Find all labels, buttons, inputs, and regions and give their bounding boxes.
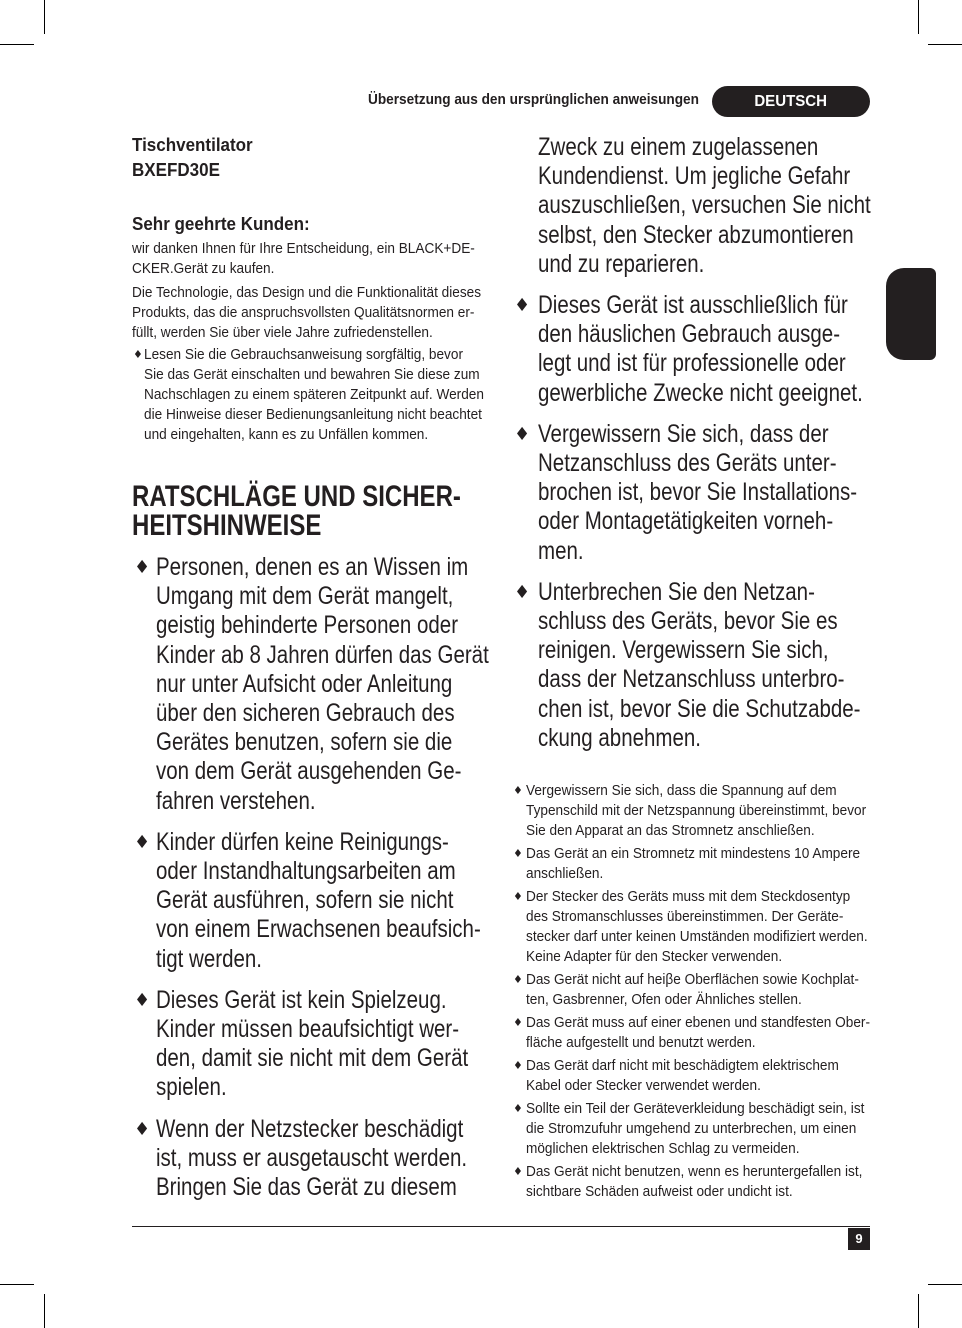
safety-item-text [538,133,874,279]
diamond-bullet-icon: ♦ [513,1059,523,1072]
text-line: oder Montagetätigkeiten vorneh- [538,507,834,536]
diamond-bullet-icon: ♦ [134,1118,151,1140]
text-line: Sollte ein Teil der Geräteverkleidung beschädigt sein, ist [526,1101,865,1117]
text-line: Unterbrechen Sie den Netzan- [538,577,815,606]
crop-mark [44,1294,45,1328]
note-text [526,887,883,967]
text-line: und eingehalten, kann es zu Unfällen kommen. [144,427,429,443]
text-line: geistig behinderte Personen oder [156,611,459,640]
diamond-bullet-icon: ♦ [134,831,151,853]
text-line: tigt werden. [156,944,262,973]
page-number: 9 [848,1228,870,1250]
safety-item-text [538,578,874,753]
text-line: Das Gerät nicht auf heiβe Oberflächen sowie Kochplat- [526,972,859,988]
safety-item-text [538,420,874,566]
text-line: von einem Erwachsenen beaufsich- [156,915,481,944]
text-line: sichtbare Schäden aufweist oder undicht ist. [526,1184,793,1200]
text-line: Die Technologie, das Design und die Funktionalität dieses [132,285,482,301]
text-line: dass der Netzanschluss unterbro- [538,665,845,694]
note-item [512,1056,870,1096]
note-text [526,781,883,841]
text-line: Kinder ab 8 Jahren dürfen das Gerät [156,640,489,669]
safety-item [512,291,870,408]
crop-mark [0,44,34,45]
text-line: Kinder müssen beaufsichtigt wer- [156,1015,460,1044]
diamond-bullet-icon: ♦ [134,989,151,1011]
language-badge-label: DEUTSCH [754,92,828,110]
note-item [512,844,870,884]
note-text [526,1056,883,1096]
text-line: die Hinweise dieser Bedienungsanleitung nicht beachtet [144,407,482,423]
text-line: füllt, werden Sie über viele Jahre zufriedenstellen. [132,325,433,341]
text-line: Kinder dürfen keine Reinigungs- [156,827,449,856]
note-item [512,781,870,841]
diamond-bullet-icon: ♦ [134,557,151,578]
crop-mark [928,44,962,45]
crop-mark [918,0,919,34]
text-line: Sie das Gerät einschalten und bewahren Sie diese zum [144,367,480,383]
note-item [512,887,870,967]
text-line: anschließen. [526,866,604,882]
text-line: schluss des Geräts, bevor Sie es [538,607,838,636]
text-line: von dem Gerät ausgehenden Ge- [156,757,462,786]
safety-list-left [132,553,490,1214]
text-line: chen ist, bevor Sie die Schutzabde- [538,694,861,723]
text-line: Das Gerät an ein Stromnetz mit mindestens 10 Ampere [526,846,861,862]
note-text [526,970,883,1010]
footer-divider [132,1226,870,1227]
text-line: den häuslichen Gebrauch ausge- [538,320,841,349]
diamond-bullet-icon: ♦ [513,847,523,860]
text-line: Kundendienst. Um jegliche Gefahr [538,162,851,191]
greeting [132,212,320,237]
safety-item [132,986,490,1103]
text-line: Gerät ausführen, sofern sie nicht [156,886,454,915]
text-line: Das Gerät darf nicht mit beschädigtem elektrischem [526,1058,839,1074]
safety-item-continuation [512,133,870,279]
text-line: Gerätes benutzen, sofern sie die [156,728,453,757]
text-line: Lesen Sie die Gebrauchsanweisung sorgfältig, bevor [144,347,463,363]
crop-mark [918,1294,919,1328]
note-text [526,844,883,884]
text-line: Nachschlagen zu einem späteren Zeitpunkt auf. Werden [144,387,484,403]
text-line: und zu reparieren. [538,249,705,278]
text-line: Typenschild mit der Netzspannung übereinstimmt, bevor [526,803,867,819]
text-line: auszuschließen, versuchen Sie nicht [538,191,871,220]
diamond-bullet-icon: ♦ [513,784,523,797]
text-line: fahren verstehen. [156,786,316,815]
text-line: Sie den Apparat an das Stromnetz anschließen. [526,823,815,839]
text-line: Das Gerät muss auf einer ebenen und standfesten Ober- [526,1015,870,1031]
bullet-text [144,345,501,445]
text-line: fläche aufgestellt und benutzt werden. [526,1035,756,1051]
diamond-bullet-icon: ♦ [513,890,523,903]
safety-item-text [538,291,874,408]
text-line: über den sicheren Gebrauch des [156,699,455,728]
heading-line: HEITSHINWEISE [132,509,322,542]
diamond-bullet-icon: ♦ [514,581,531,603]
section-tab [886,268,936,360]
safety-item-text [156,1115,492,1203]
text-line: Bringen Sie das Gerät zu diesem [156,1173,457,1202]
text-line: Dieses Gerät ist ausschließlich für [538,291,848,320]
diamond-bullet-icon: ♦ [513,1102,523,1115]
text-line: die Stromzufuhr umgehend zu unterbrechen, um einen [526,1121,857,1137]
safety-item [132,553,490,816]
text-line: stecker darf unter keinen Umständen modifiziert werden. [526,929,868,945]
text-line: men. [538,536,584,565]
text-line: ckung abnehmen. [538,723,701,752]
diamond-bullet-icon: ♦ [513,973,523,986]
crop-mark [928,1284,962,1285]
heading-line: RATSCHLÄGE UND SICHER- [132,480,461,513]
crop-mark [0,1284,34,1285]
text-line: reinigen. Vergewissern Sie sich, [538,636,829,665]
product-title [132,133,260,183]
diamond-bullet-icon: ♦ [513,1016,523,1029]
intro-paragraph [132,239,489,279]
text-line: Vergewissern Sie sich, dass der [538,419,829,448]
text-line: Produkts, das die anspruchsvollsten Qualitätsnormen er- [132,305,475,321]
diamond-bullet-icon: ♦ [514,423,531,445]
greeting-text: Sehr geehrte Kunden: [132,214,310,234]
text-line: den, damit sie nicht mit dem Gerät [156,1044,469,1073]
note-item [512,1013,870,1053]
text-line: des Stromanschlusses übereinstimmen. Der Geräte- [526,909,844,925]
text-line: legt und ist für professionelle oder [538,349,846,378]
text-line: möglichen elektrischen Schlag zu vermeiden. [526,1141,800,1157]
diamond-bullet-icon: ♦ [133,348,143,361]
note-text [526,1013,883,1053]
diamond-bullet-icon: ♦ [513,1165,523,1178]
note-text [526,1099,883,1159]
text-line: Der Stecker des Geräts muss mit dem Steckdosentyp [526,889,851,905]
product-name: Tischventilator [132,135,253,155]
text-line: oder Instandhaltungsarbeiten am [156,857,456,886]
text-line: nur unter Aufsicht oder Anleitung [156,669,453,698]
note-item [512,970,870,1010]
safety-item [512,420,870,566]
text-line: ten, Gasbrenner, Ofen oder Ähnliches stellen. [526,992,802,1008]
text-line: ist, muss er ausgetauscht werden. [156,1143,468,1172]
note-item [512,1099,870,1159]
text-line: wir danken Ihnen für Ihre Entscheidung, ein BLACK+DE- [132,241,475,257]
safety-item-text [156,828,492,974]
text-line: Netzanschluss des Geräts unter- [538,449,837,478]
diamond-bullet-icon: ♦ [514,295,531,317]
section-heading [132,482,461,540]
text-line: Zweck zu einem zugelassenen [538,133,819,161]
text-line: CKER.Gerät zu kaufen. [132,261,275,277]
safety-item [132,1115,490,1203]
safety-item [132,828,490,974]
safety-item-text [156,986,492,1103]
language-badge [712,86,870,117]
safety-item [512,578,870,753]
translation-note: Übersetzung aus den ursprünglichen anweisungen [368,92,699,108]
safety-item-text [156,553,492,816]
text-line: brochen ist, bevor Sie Installations- [538,478,858,507]
text-line: Kabel oder Stecker verwendet werden. [526,1078,761,1094]
safety-list-right [512,133,870,765]
text-line: Personen, denen es an Wissen im [156,553,469,581]
text-line: Das Gerät nicht benutzen, wenn es heruntergefallen ist, [526,1164,863,1180]
intro-paragraph [132,283,489,343]
intro-section [132,239,492,445]
text-line: Keine Adapter für den Stecker verwenden. [526,949,783,965]
intro-bullet-item [132,345,492,445]
product-model: BXEFD30E [132,160,220,180]
text-line: Vergewissern Sie sich, dass die Spannung auf dem [526,783,837,799]
text-line: Dieses Gerät ist kein Spielzeug. [156,985,447,1014]
note-text [526,1162,883,1202]
text-line: Wenn der Netzstecker beschädigt [156,1114,464,1143]
text-line: selbst, den Stecker abzumontieren [538,220,854,249]
text-line: spielen. [156,1073,227,1102]
text-line: gewerbliche Zwecke nicht geeignet. [538,378,863,407]
text-line: Umgang mit dem Gerät mangelt, [156,582,454,611]
safety-notes [512,781,870,1205]
crop-mark [44,0,45,34]
note-item [512,1162,870,1202]
